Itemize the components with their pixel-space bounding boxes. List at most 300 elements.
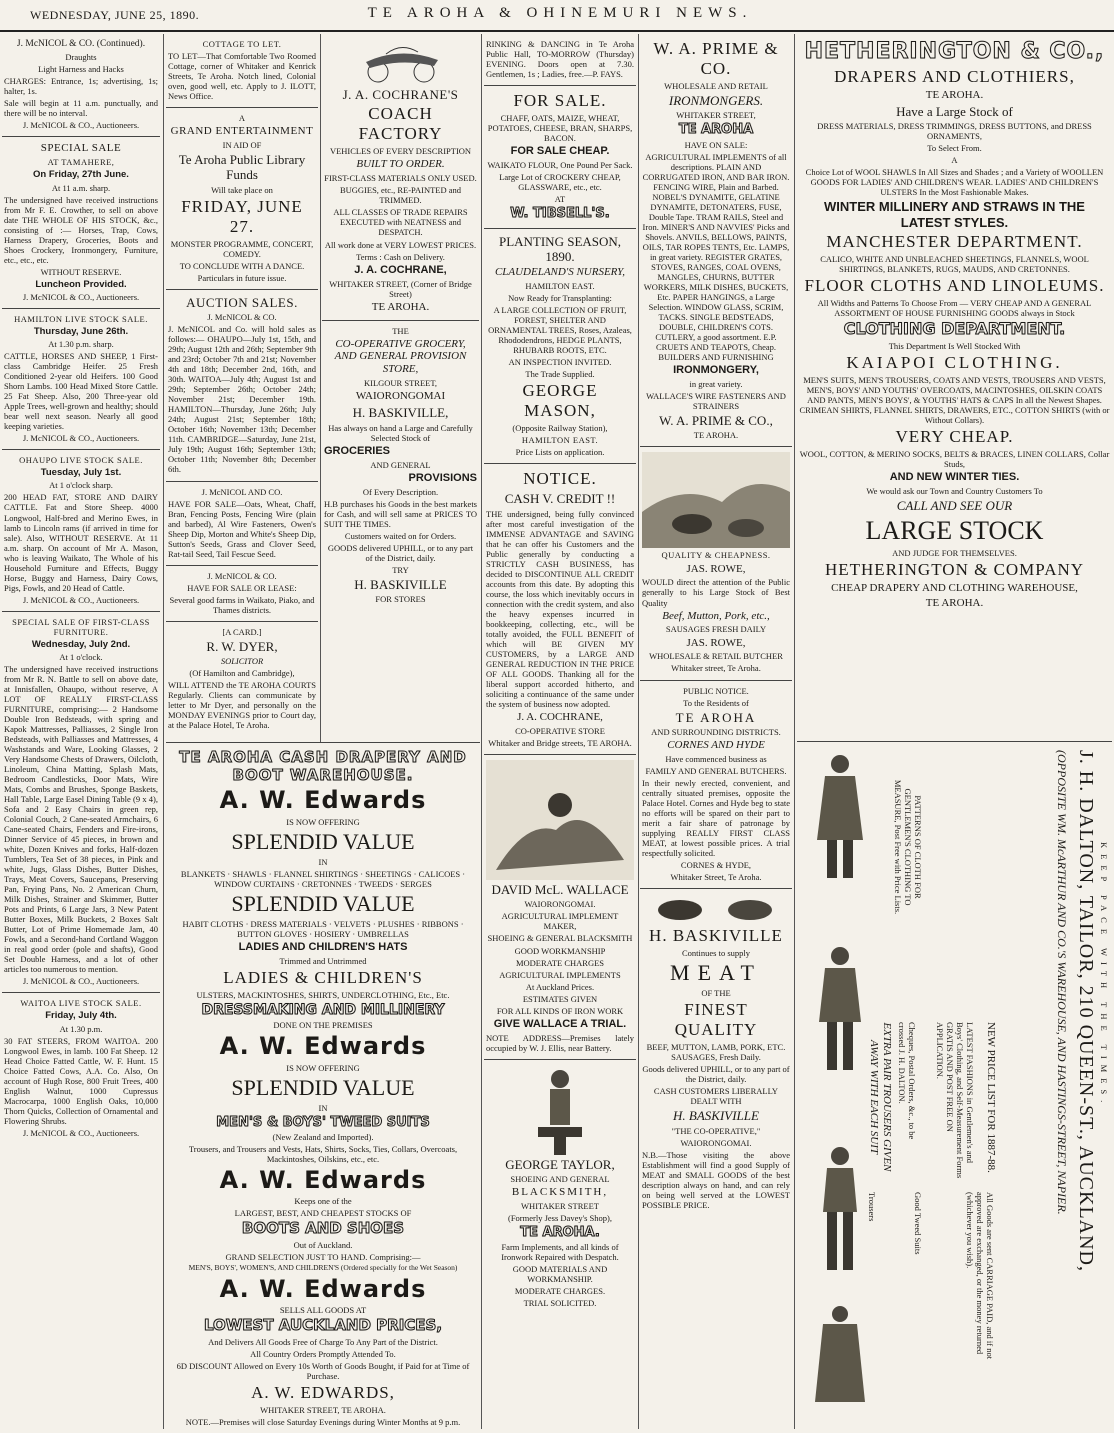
blacksmith-figure-illustration <box>530 1065 590 1155</box>
column-rule <box>481 34 482 1429</box>
ad-line: Farm Implements, and all kinds of Ironwork Repaired with Despatch. <box>501 1242 619 1263</box>
ad-town: WAIORONGOMAI. <box>524 899 596 910</box>
ad-heading: COTTAGE TO LET. <box>202 39 282 49</box>
ad-line: 6D DISCOUNT Allowed on Every 10s Worth of Goods Bought, if Paid for at Time of Purchase. <box>176 1360 470 1381</box>
ad-body: All Widths and Patterns To Choose From — VERY CHEAP AND A GENERAL ASSORTMENT OF HOUSE FURNISHING GOODS always in Stock <box>817 298 1092 319</box>
auction-sales-ad <box>166 290 318 482</box>
ad-body: THE undersigned, being fully convinced after most careful investigation of the IMMENSE ADVANTAGE and SAVING that he can offer his Customers and the Public generally by conducting a STRICTLY CASH BUSINESS, has decided to DISCONTINUE ALL CREDIT accounts from this date. By adopting this course, the loss which inevitably occurs in connection with the credit system, and also the heavy expenses incurred in bookkeeping, collecting, etc., will be totally avoided, the FULL BENEFIT of which will BE GIVEN MY CUSTOMERS, by a LARGE AND GENERAL REDUCTION IN THE PRICE OF ALL GOODS. Thanking all for the liberal support accorded hitherto, and soliciting a continuance of the same under the system of business now adopted. <box>486 508 634 710</box>
ad-line: (Formerly Jess Davey's Shop), <box>508 1212 612 1223</box>
ad-heading: GIVE WALLACE A TRIAL. <box>493 1017 627 1030</box>
frock-coat-figure-illustration <box>805 750 875 880</box>
ad-town: TE AROHA <box>675 709 757 725</box>
ad-line: THE <box>392 325 409 336</box>
ad-town: TE AROHA. <box>925 597 984 610</box>
ad-line: WITHOUT RESERVE. <box>40 266 122 277</box>
ad-line: TRY <box>392 564 409 575</box>
ad-date: Wednesday, July 2nd. <box>31 638 131 650</box>
merchant-name: A. W. Edwards <box>219 1165 427 1194</box>
merchant-name: A. W. Edwards <box>219 786 427 815</box>
ad-signature: J. A. COCHRANE, <box>517 711 603 724</box>
ad-body: In their newly erected, convenient, and centrally situated premises, opposite the Palace Hotel. Cornes and Hyde beg to state no efforts will be spared on their part to merit a fair share of patronage by supplying REALLY FIRST CLASS MEAT, at lowest possible prices. A trial respectfully solicited. <box>642 777 790 858</box>
ad-time: At 1 o'clock sharp. <box>49 480 113 491</box>
auctioneer-signature: J. McNICOL & CO., Auctioneers. <box>22 594 140 605</box>
ad-line: Keeps one of the <box>294 1196 352 1207</box>
ad-line: Customers waited on for Orders. <box>344 530 457 541</box>
ad-body: J. McNICOL and Co. will hold sales as follows:— OHAUPO—July 1st, 15th, and 29th; August 12th and 26th; September 9th and 23rd; October 7th and 21st; November 4th and 18th; December 2nd, 16th, and 30th. WAITOA—July 4th; August 1st and 29th; September 26th; October 24th; November 21st; December 19th. HAMILTON—Thursday, June 26th; July 24th; August 21st; September 18th; October 16th; November 13th; December 11th. CAMBRIDGE—Saturday, June 21st, July 19th; August 16th; September 13th; October 11th; November 8th; December 6th. <box>168 324 316 475</box>
prime-ironmongers-ad <box>640 34 792 447</box>
ad-line: (Of Hamilton and Cambridge), <box>189 668 295 679</box>
ad-line: At Auckland Prices. <box>525 981 595 992</box>
ad-body: Has always on hand a Large and Carefully Selected Stock of <box>328 422 473 443</box>
ad-town: TE AROHA. <box>520 1224 600 1240</box>
ad-heading: CASH V. CREDIT !! <box>504 491 616 507</box>
ad-signature: H. BASKIVILLE <box>673 1108 759 1124</box>
ad-body: DRESS MATERIALS, DRESS TRIMMINGS, DRESS BUTTONS, and DRESS ORNAMENTS, <box>817 121 1092 142</box>
entertainment-ad <box>166 108 318 290</box>
ad-body: CALICO, WHITE AND UNBLEACHED SHEETINGS, FLANNELS, WOOL SHIRTINGS, BLANKETS, RUGS, MAUDS, AND CRETONNES. <box>820 254 1089 275</box>
ad-line: WALLACE'S WIRE FASTENERS AND STRAINERS <box>646 391 786 412</box>
ad-heading: J. McNICOL & CO. <box>207 570 277 581</box>
ad-body: Trousers, and Trousers and Vests, Hats, Shirts, Socks, Ties, Collars, Overcoats, Mackintoshes, Oilskins, etc., etc. <box>188 1143 458 1164</box>
ad-heading: CLOTHING DEPARTMENT. <box>843 319 1066 339</box>
mcnicol-continued-ad <box>2 34 160 137</box>
ad-line: SHOEING & GENERAL BLACKSMITH <box>487 933 633 944</box>
ad-subheading: (OPPOSITE WM. McARTHUR AND CO.'S WAREHOUSE, AND HASTINGS-STREET, NAPIER. <box>1055 750 1069 1215</box>
ohaupo-sale-ad <box>2 450 160 611</box>
ad-line: IS NOW OFFERING <box>286 1062 360 1073</box>
waitoa-sale-ad <box>2 993 160 1143</box>
ad-line: A <box>238 113 246 124</box>
ad-line: WHITAKER STREET <box>521 1200 599 1211</box>
merchant-name: A. W. Edwards <box>219 1274 427 1303</box>
ad-town: WAIORONGOMAI. <box>680 1137 752 1148</box>
ad-heading: PUBLIC NOTICE. <box>683 685 749 696</box>
ad-line: Out of Auckland. <box>293 1239 353 1250</box>
ad-address: Whitaker Street, Te Aroha. <box>670 872 762 883</box>
ad-body: MEN'S SUITS, MEN'S TROUSERS, COATS AND VESTS, TROUSERS AND VESTS, MEN'S, BOYS' AND YOUTHS' OVERCOATS, MACINTOSHES, OILSKIN COATS AND PANTS, MEN'S BOYS', & YOUTHS' HATS & CAPS In all the Newest Shapes. CRIMEAN SHIRTS, FLANNEL SHIRTS, DRAWERS, ETC., COTTON SHIRTS (with or Without Collars). <box>799 375 1110 426</box>
ad-line: GRAND SELECTION JUST TO HAND. Comprising:— <box>225 1251 421 1262</box>
taylor-ad <box>484 1060 636 1315</box>
ad-line: Large Lot of CROCKERY CHEAP, GLASSWARE, etc., etc. <box>499 172 621 193</box>
ad-line: Cheques, Postal Orders, &c., to be crossed J. H. DALTON. <box>896 1022 917 1140</box>
ad-heading: DAVID McL. WALLACE <box>491 882 629 898</box>
ad-heading: J. McNICOL AND CO. <box>201 486 283 497</box>
ad-heading: HETHERINGTON & CO., <box>804 39 1105 64</box>
ad-heading: CORNES AND HYDE <box>667 738 765 751</box>
ad-heading: LOWEST AUCKLAND PRICES, <box>203 1316 443 1335</box>
ad-line: ALL CLASSES OF TRADE REPAIRS EXECUTED with NEATNESS and DESPATCH. <box>333 207 468 238</box>
ad-heading: MEAT <box>670 960 762 986</box>
ad-body: AGRICULTURAL IMPLEMENTS of all descriptions. PLAIN AND CORRUGATED IRON, AND BAR IRON. FENCING WIRE, Plain and Barbed. NOBEL'S DYNAMITE, GELATINE DYNAMITE, DETONATERS, FUSE, Double Tape. TRAM RAILS, Steel and Iron. MINER'S AND NAVVIES' Picks and Shovels. ANVILS, BELLOWS, PAINTS, OILS, TAR ROPES TENTS, Etc. LAMPS, in great variety. REGISTER GRATES, STOVES, RANGES, COAL OVENS, MANGLES, CHURNS, BUTTER WORKERS, MILK DISHES, BUCKETS, Etc. PAPER HANGINGS, a Large Selection. WINDOW GLASS, SCRIM, TACKS. SINGLE BEDSTEADS, DOUBLE, CHILDREN'S COTS. CUTLERY, a good assortment. E.P. CRUETS AND TEAPOTS, Cheap. BUILDERS AND FURNISHING <box>642 151 790 363</box>
ad-line: TRIAL SOLICITED. <box>523 1298 597 1309</box>
ad-heading: LARGE STOCK <box>865 515 1044 545</box>
ad-town: WAIORONGOMAI <box>355 390 446 403</box>
ad-heading: W. A. PRIME & CO. <box>653 39 779 79</box>
ad-subheading: SOLICITOR <box>220 656 264 667</box>
ad-body: WILL ATTEND the TE AROHA COURTS Regularly. Clients can communicate by letter to Mr Dyer, and personally on the MONDAY EVENINGS prior to Court day, at the Palace Hotel, Te Aroha. <box>168 680 316 731</box>
ad-line: OF THE <box>701 988 731 999</box>
ad-signature: H. BASKIVILLE <box>354 576 447 592</box>
ad-town: TE AROHA. <box>925 89 984 101</box>
ad-heading: MANCHESTER DEPARTMENT. <box>826 232 1083 252</box>
ad-heading: CO-OPERATIVE GROCERY, AND GENERAL PROVISION STORE, <box>334 337 467 376</box>
rinking-notice <box>484 34 636 86</box>
ad-line: "THE CO-OPERATIVE," <box>671 1125 761 1136</box>
ad-line: And Delivers All Goods Free of Charge To Any Part of the District. <box>208 1336 438 1347</box>
morning-coat-figure-illustration <box>805 942 875 1072</box>
ad-line: Light Harness and Hacks <box>38 64 124 75</box>
cash-credit-notice <box>484 464 636 755</box>
furniture-sale-ad <box>2 612 160 994</box>
ad-subheading: Te Aroha Public Library Funds <box>178 152 306 183</box>
ad-line: A <box>951 155 958 166</box>
ad-banner: TE AROHA CASH DRAPERY AND BOOT WAREHOUSE. <box>179 748 467 784</box>
ad-body: CHAFF, OATS, MAIZE, WHEAT, POTATOES, CHEESE, BRAN, SHARPS, BACON. <box>487 113 633 144</box>
ad-signature: CORNES & HYDE, <box>680 860 752 870</box>
ad-line: Continues to supply <box>681 948 750 959</box>
column-5 <box>640 34 792 1429</box>
ad-line: Price Lists on application. <box>515 447 605 458</box>
ad-line: GOOD MATERIALS AND WORKMANSHIP. <box>512 1264 608 1285</box>
hamilton-sale-ad <box>2 309 160 450</box>
auctioneer-signature: J. McNICOL & CO., Auctioneers. <box>22 433 140 444</box>
ad-line: CO-OPERATIVE STORE <box>515 726 605 737</box>
ad-line: CHEAP DRAPERY AND CLOTHING WAREHOUSE, <box>831 582 1078 595</box>
ad-time: At 1.30 p.m. <box>59 1023 103 1034</box>
ad-address: WHITAKER STREET, <box>676 110 756 121</box>
ad-subheading: J. McNICOL & CO. <box>207 312 277 323</box>
ad-heading: AND NEW WINTER TIES. <box>889 471 1020 484</box>
ad-date: On Friday, 27th June. <box>33 169 129 181</box>
ad-heading: DRESSMAKING AND MILLINERY <box>201 1001 445 1018</box>
ad-line: IS NOW OFFERING <box>286 816 360 827</box>
ad-line: This Department Is Well Stocked With <box>888 341 1021 352</box>
ad-line: FAMILY AND GENERAL BUTCHERS. <box>645 765 787 776</box>
ad-line: BUGGIES, etc., RE-PAINTED and TRIMMED. <box>339 185 462 206</box>
ad-signature: H. BASKIVILLE, <box>352 405 449 421</box>
ad-note: NOTE ADDRESS—Premises lately occupied by W. J. Ellis, near Battery. <box>486 1032 634 1053</box>
edwards-drapery-ad <box>166 742 480 1432</box>
ad-town: HAMILTON EAST. <box>521 435 599 446</box>
ad-heading: IRONMONGERS. <box>668 93 764 109</box>
ad-line: KEEP PACE WITH THE TIMES. <box>1099 842 1109 1109</box>
cooperative-store-ad <box>322 321 479 611</box>
ad-heading: CLAUDELAND'S NURSERY, <box>494 266 626 279</box>
dalton-tailor-ad <box>797 742 1112 1422</box>
ad-line: AT <box>554 194 566 205</box>
ad-line: FOR ALL KINDS OF IRON WORK <box>496 1005 624 1016</box>
overcoat-figure-illustration <box>805 1302 875 1412</box>
ad-line: FOR STORES <box>375 594 426 605</box>
ad-heading: LADIES AND CHILDREN'S HATS <box>238 940 408 953</box>
ad-heading: R. W. DYER, <box>206 638 278 654</box>
ad-line: Have commenced business as <box>665 753 767 764</box>
ad-body: BEEF, MUTTON, LAMB, PORK, ETC. SAUSAGES, Fresh Daily. <box>646 1042 786 1063</box>
ad-line: Beef, Mutton, Pork, etc., <box>662 609 770 622</box>
rowe-butcher-ad <box>640 447 792 680</box>
column-rule <box>794 34 795 1429</box>
column-rule <box>638 34 639 1429</box>
ad-heading: FINEST QUALITY <box>674 1000 758 1040</box>
ad-line: GOODS delivered UPHILL, or to any part of the District, daily. <box>327 542 474 563</box>
ad-heading: WINTER MILLINERY AND STRAWS IN THE LATEST STYLES. <box>824 199 1085 230</box>
column-rule <box>163 34 164 1429</box>
livestock-illustration <box>646 894 786 924</box>
auctioneer-signature: J. McNICOL & CO., Auctioneers. <box>22 976 140 987</box>
ad-heading: H. BASKIVILLE <box>649 926 783 946</box>
ad-address: (Opposite Railway Station), <box>512 423 608 434</box>
ad-town: TE AROHA. <box>693 430 739 441</box>
ad-line: Trousers <box>867 1192 877 1222</box>
ad-line: SHOEING AND GENERAL <box>510 1173 610 1184</box>
coach-factory-ad <box>322 34 479 321</box>
ad-address: Whitaker street, Te Aroha. <box>671 663 761 674</box>
ad-line: AND GENERAL <box>370 459 431 470</box>
ad-line: DONE ON THE PREMISES <box>273 1020 373 1031</box>
ad-line: Of Every Description. <box>362 486 439 497</box>
ad-note: N.B.—Those visiting the above Establishment will find a good Supply of MEAT and SMALL GOODS of the best description always on hand, and can rely on being well served at the LOWEST POSSIBLE PRICE. <box>642 1149 790 1210</box>
ad-line: IN <box>318 856 328 867</box>
issue-date: WEDNESDAY, JUNE 25, 1890. <box>30 8 200 22</box>
ad-heading: GEORGE TAYLOR, <box>505 1156 615 1172</box>
ad-heading: FOR SALE CHEAP. <box>510 145 610 158</box>
ad-body: RINKING & DANCING in Te Aroha Public Hall, TO-MORROW (Thursday) EVENING. Doors open at 7.30. Gentlemen, 1s ; Ladies, free.—P. FAYS. <box>486 39 634 80</box>
ad-heading: HAMILTON LIVE STOCK SALE. <box>14 313 148 324</box>
ad-line: HAVE ON SALE: <box>684 139 748 150</box>
ad-line: WHOLESALE & RETAIL BUTCHER <box>649 651 783 662</box>
auctioneer-signature: J. McNICOL & CO., Auctioneers. <box>22 1127 140 1138</box>
ad-address: Whitaker and Bridge streets, TE AROHA. <box>488 738 632 749</box>
column-rule <box>320 34 321 742</box>
ad-signature: J. A. COCHRANE, <box>354 263 447 276</box>
ad-line: CASH CUSTOMERS LIBERALLY DEALT WITH <box>653 1086 779 1107</box>
ad-line: PROVISIONS <box>408 471 477 484</box>
continued-heading: J. McNICOL & CO. (Continued). <box>16 39 146 49</box>
ad-line: IN <box>318 1102 328 1113</box>
ad-heading: CALL AND SEE OUR <box>896 498 1013 514</box>
ad-line: MONSTER PROGRAMME, CONCERT, COMEDY. <box>170 238 314 259</box>
ad-town: TE AROHA <box>678 122 754 138</box>
ad-heading: PLANTING SEASON, 1890. <box>498 233 622 264</box>
ad-heading: SPECIAL SALE <box>40 142 122 155</box>
carriage-illustration <box>356 40 446 84</box>
ad-signature: W. TIBSELL'S. <box>510 206 610 222</box>
auctioneer-signature: J. McNICOL & CO., Auctioneers. <box>22 120 140 131</box>
ad-heading: SPECIAL SALE OF FIRST-CLASS FURNITURE. <box>12 616 150 637</box>
ad-heading: GRAND ENTERTAINMENT <box>170 125 314 138</box>
ad-body: Choice Lot of WOOL SHAWLS In All Sizes and Shades ; and a Variety of WOOLLEN GOODS FOR LADIES' AND CHILDREN'S WEAR. LADIES' AND CHILDREN'S ULSTERS In the Most Fashionable Makes. <box>805 167 1104 198</box>
ad-line: AND JUDGE FOR THEMSELVES. <box>892 548 1017 559</box>
ad-line: Will take place on <box>211 184 273 195</box>
ad-line: [A CARD.] <box>222 626 262 637</box>
ad-line: SAUSAGES FRESH DAILY <box>665 624 767 635</box>
ad-body: Several good farms in Waikato, Piako, and Thames districts. <box>169 594 315 615</box>
ad-time: At 11 a.m. sharp. <box>51 182 111 193</box>
ad-line: All work done at VERY LOWEST PRICES. <box>324 239 477 250</box>
ad-line: Goods delivered UPHILL, or to any part of the District, daily. <box>642 1064 790 1085</box>
ad-line: FIRST-CLASS MATERIALS ONLY USED. <box>324 173 477 184</box>
ad-body: TO LET—That Comfortable Two Roomed Cottage, corner of Whitaker and Kenrick Streets, Te Aroha. Notch lined, Colonial oven, good well, etc. Apply to J. ILOTT, News Office. <box>168 51 316 102</box>
ad-line: VEHICLES OF EVERY DESCRIPTION <box>329 146 472 157</box>
ad-time: At 1.30 p.m. sharp. <box>48 339 114 350</box>
column-4 <box>484 34 636 1429</box>
baskiville-meat-ad <box>640 889 792 1216</box>
cattle-landscape-illustration <box>642 452 790 548</box>
ad-subheading: AT TAMAHERE, <box>47 157 115 168</box>
ad-heading: WAITOA LIVE STOCK SALE. <box>20 998 142 1009</box>
ad-heading: J. H. DALTON, TAILOR, 210 QUEEN-ST., AUCKLAND, <box>1075 750 1097 1272</box>
ad-signature: JAS. ROWE, <box>686 636 746 649</box>
ad-body: A LARGE COLLECTION OF FRUIT, FOREST, SHELTER AND ORNAMENTAL TREES, Roses, Azaleas, Rhododendrons, HEDGE PLANTS, RHUBARB ROOTS, ETC. <box>488 305 632 356</box>
ad-body: The undersigned have received instructions from Mr F. E. Crowther, to sell on above date THE WHOLE OF HIS STOCK, &c., consisting of :— Horses, Trap, Cows, Harness Drapery, Groceries, Boots and Shoes Crockery, Ironmongery, Furniture, etc., etc., etc. <box>4 194 158 265</box>
ad-line: (New Zealand and Imported). <box>272 1131 374 1142</box>
ad-body: 200 HEAD FAT, STORE AND DAIRY CATTLE. Fat and Store Sheep. 4000 Longwool, Half-bred and Merino Ewes, in lamb to Lincoln rams (if arrived in time for sale). Also, WITHOUT RESERVE. At 11 a.m. sharp. On account of Mr A. Mason, who is leaving Waikato, The Whole of his Household Furniture and Effects, Buggy Horse, Buggy and Harness, Dairy Cows, Pigs, Fowls, and 20 Head of Cattle. <box>4 492 158 593</box>
ad-signature: GEORGE MASON, <box>522 381 598 421</box>
tibsell-forsale-ad <box>484 86 636 228</box>
ad-address: WHITAKER STREET, TE AROHA. <box>260 1404 386 1415</box>
ad-subheading: HAVE FOR SALE OR LEASE: <box>187 582 297 593</box>
ad-heading: QUALITY & CHEAPNESS. <box>661 550 771 561</box>
wallace-ad <box>484 755 636 1059</box>
ad-heading: LADIES & CHILDREN'S <box>223 967 423 987</box>
ad-address: WHITAKER STREET, (Corner of Bridge Street) <box>329 278 472 299</box>
masthead <box>0 0 1114 32</box>
ad-body: Sale will begin at 11 a.m. punctually, and there will be no interval. <box>4 98 158 119</box>
ad-body: PATTERNS OF CLOTH FOR GENTLEMEN'S CLOTHING TO MEASURE, Post Free with Price Lists. <box>892 779 923 915</box>
ad-line: GROCERIES <box>324 444 391 457</box>
ad-line: MODERATE CHARGES <box>515 957 605 968</box>
ad-signature: A. W. EDWARDS, <box>251 1382 395 1402</box>
ad-body: HABIT CLOTHS · DRESS MATERIALS · VELVETS · PLUSHES · RIBBONS · BUTTON GLOVES · HOSIERY · UMBRELLAS <box>182 918 464 939</box>
column-2 <box>166 34 318 740</box>
ad-line: AGRICULTURAL IMPLEMENT MAKER, <box>501 911 619 932</box>
blacksmith-illustration <box>486 760 634 880</box>
ad-line: SELLS ALL GOODS AT <box>279 1305 367 1316</box>
ad-line: BLACKSMITH, <box>511 1185 609 1198</box>
ad-body: WOOL, COTTON, & MERINO SOCKS, BELTS & BRACES, LINEN COLLARS, Collar Studs, <box>799 449 1110 470</box>
ad-line: HAMILTON EAST. <box>525 281 595 292</box>
ad-address: KILGOUR STREET, <box>363 378 438 389</box>
nursery-ad <box>484 229 636 465</box>
column-3 <box>322 34 479 740</box>
ad-line: ESTIMATES GIVEN <box>522 993 598 1004</box>
ad-body: BLANKETS · SHAWLS · FLANNEL SHIRTINGS · SHEETINGS · CALICOES · WINDOW CURTAINS · CRETONNES · TWEEDS · SERGES <box>180 868 466 889</box>
ad-line: GOOD WORKMANSHIP <box>514 945 606 956</box>
ad-line: WAIKATO FLOUR, One Pound Per Sack. <box>487 160 633 171</box>
ad-town: TE AROHA. <box>371 300 430 313</box>
ad-heading: AUCTION SALES. <box>186 294 298 310</box>
ad-date: Tuesday, July 1st. <box>40 467 122 479</box>
ad-subheading: DRAPERS AND CLOTHIERS, <box>834 66 1075 86</box>
ad-heading: JAS. ROWE, <box>686 562 746 575</box>
ad-heading: SPLENDID VALUE <box>231 828 415 854</box>
dyer-card-ad <box>166 622 318 736</box>
ad-line: AND SURROUNDING DISTRICTS. <box>651 726 781 737</box>
ad-line: AGRICULTURAL IMPLEMENTS <box>499 969 621 980</box>
ad-signature: W. A. PRIME & CO., <box>659 413 773 429</box>
ad-heading: VERY CHEAP. <box>895 427 1014 447</box>
ad-heading: OHAUPO LIVE STOCK SALE. <box>19 455 143 466</box>
ad-line: Luncheon Provided. <box>35 278 127 290</box>
ad-line: AN INSPECTION INVITED. <box>508 357 612 368</box>
ad-body: CHARGES: Entrance, 1s; advertising, 1s; halter, 1s. <box>4 76 158 97</box>
ad-line: To Select From. <box>927 143 982 154</box>
mcnicol-forsale-ad <box>166 482 318 566</box>
ad-note: NOTE.—Premises will close Saturday Evenings during Winter Months at 9 p.m. <box>185 1416 461 1427</box>
ad-heading: COACH FACTORY <box>358 104 443 144</box>
ad-line: ULSTERS, MACKINTOSHES, SHIRTS, UNDERCLOTHING, Etc., Etc. <box>196 989 450 1000</box>
merchant-name: A. W. Edwards <box>219 1032 427 1061</box>
ad-line: BUILT TO ORDER. <box>356 158 445 171</box>
ad-body: The undersigned have received instructions from Mr R. N. Battle to sell on above date, at Innisfallen, Ohaupo, without reserve, A LOT OF REALLY FIRST-CLASS FURNITURE, comprising:— 2 Handsome Double Iron Bedsteads, with spring and Kapok Mattresses, Palliasses, 2 Single Iron Bedsteads, with Palliasses and Mattresses, 4 Washstands and Ware, Looking Glasses, 2 Very Handsome Chests of Drawers, Oilcloth, Linoleum, China Matting, Splash Mats, Bedroom Candlesticks, Door Mats, Wire Mats, Combs and Brushes, Sponge Baskets, Hall Table, Large Easel Dining Table (9 x 4), Sofa and 2 Easy Chairs in green rep, Colonial Couch, 2 Cane-seated Armchairs, 6 Cane-seated Chairs, Fenders and Fire-irons, Dinner Service of 45 pieces, in brown and white, Dozen Knives and forks, Half-dozen Tumblers, Tea Set of 38 pieces, in Pink and white, Jugs, Glass Dishes, Butter Dishes, Trays, Meat Covers, Saucepans, Preserving Pan, Frying Pans, No. 2 American Churn, Milk Dishes, Strainer and Skimmer, Butter Pots and Prints, 6 Large Jars, 3 New Patent Butter Boxes, Milk Buckets, 2 Boxes Salt Butter, Lot of Prime Homemade Jam, 40 Fowls, and a Second-hand Cortland Waggon in real good order (pole and shafts), Good Set Double Harness, and a lot of other articles too numerous to mention. <box>4 663 158 975</box>
ad-line: MEN'S, BOYS', WOMEN'S, AND CHILDREN'S (Ordered specially for the Wet Season) <box>188 1263 458 1272</box>
ad-body: HAVE FOR SALE—Oats, Wheat, Chaff, Bran, Fencing Posts, Fencing Wire (plain and barbed), Al Wire Fasteners, Owen's Sheep Dip, Morton and White's Sheep Dip, Sutton's Seeds, Grass and Clover Seed, Rat-tail Seed, Tail Fescue Seed. <box>168 498 316 559</box>
ad-line: Particulars in future issue. <box>197 272 287 283</box>
cottage-ad <box>166 34 318 108</box>
column-1 <box>2 34 160 1429</box>
ad-heading: MEN'S & BOYS' TWEED SUITS <box>216 1114 430 1130</box>
ad-line: Have a Large Stock of <box>896 103 1013 119</box>
ad-line: TO CONCLUDE WITH A DANCE. <box>179 260 305 271</box>
ad-line: To the Residents of <box>683 697 749 708</box>
ad-heading: IRONMONGERY, <box>673 364 759 377</box>
sac-coat-figure-illustration <box>805 1142 875 1272</box>
ad-heading: SPLENDID VALUE <box>231 1074 415 1100</box>
ad-signature: HETHERINGTON & COMPANY <box>824 560 1085 580</box>
ad-date: Friday, July 4th. <box>45 1010 117 1022</box>
ad-line: Good Tweed Suits <box>913 1192 923 1255</box>
mcnicol-lease-ad <box>166 566 318 622</box>
ad-heading: FOR SALE. <box>513 91 607 111</box>
ad-heading: KAIAPOI CLOTHING. <box>846 353 1063 373</box>
ad-time: At 1 o'clock. <box>59 651 103 662</box>
ad-heading: J. A. COCHRANE'S <box>342 87 459 102</box>
ad-date: FRIDAY, JUNE 27. <box>181 196 303 236</box>
ad-line: Now Ready for Transplanting: <box>508 293 612 304</box>
newspaper-title: TE AROHA & OHINEMURI NEWS. <box>367 5 753 21</box>
ad-line: Terms : Cash on Delivery. <box>356 251 445 262</box>
cornes-hyde-notice <box>640 681 792 890</box>
column-6 <box>797 34 1112 1429</box>
hetherington-ad <box>797 34 1112 742</box>
ad-body: LATEST FASHIONS in Gentlemen's and Boys' Clothing, and Self-Measurement Forms GRATIS AND POST FREE ON APPLICATION. <box>934 1022 975 1179</box>
ad-heading: EXTRA PAIR TROUSERS GIVEN AWAY WITH EACH SUIT <box>868 1022 893 1172</box>
ad-line: LARGEST, BEST, AND CHEAPEST STOCKS OF <box>234 1208 412 1219</box>
ad-heading: BOOTS AND SHOES <box>241 1219 405 1238</box>
ad-heading: FLOOR CLOTHS AND LINOLEUMS. <box>804 276 1105 296</box>
ad-line: The Trade Supplied. <box>525 369 595 380</box>
ad-line: MODERATE CHARGES. <box>514 1286 606 1297</box>
ad-heading: NOTICE. <box>523 469 597 489</box>
ad-line: All Country Orders Promptly Attended To. <box>250 1348 396 1359</box>
ad-body: All Goods are sent CARRIAGE PAID, and if not approved are exchanged, or the money returned (whichever you wish). <box>964 1192 995 1360</box>
ad-line: IN AID OF <box>222 140 262 151</box>
ad-heading: SPLENDID VALUE <box>231 890 415 916</box>
ad-line: in great variety. <box>689 379 743 390</box>
ad-line: Draughts <box>65 52 97 63</box>
ad-body: H.B purchases his Goods in the best markets for Cash, and will sell same at PRICES TO SUIT THE TIMES. <box>324 498 477 529</box>
ad-line: We would ask our Town and Country Customers To <box>866 486 1043 497</box>
ad-date: Thursday, June 26th. <box>33 325 129 337</box>
ad-body: 30 FAT STEERS, FROM WAITOA. 200 Longwool Ewes, in lamb. 100 Fat Sheep. 12 Head Choice Fatted Cattle, W. F. Hunt. 15 Choice Fatted Cows, A.A. Co. Also, On account of Hugh Rose, 800 Fruit Trees, 400 English Walnut, 1000 Cupressus Macrocarpa, 1000 English Oaks, 10,000 Thorn Quicks, Collection of Ornamental and Flowering Shrubs. <box>4 1035 158 1126</box>
ad-line: WHOLESALE AND RETAIL <box>664 81 768 92</box>
ad-body: CATTLE, HORSES AND SHEEP, 1 First-class Cambridge Heifer. 25 Fresh Conditioned 2-year old Heifers. 100 Good Shorn Lambs. 100 Head Mixed Store Cattle. 25 Fat Sheep. Also, 200 Three-year old Apple Trees, well-grown and healthy; should bear well next season. Nearly all good keeping varieties. <box>4 351 158 432</box>
ad-heading: NEW PRICE LIST FOR 1887-88. <box>985 1022 997 1173</box>
ad-body: WOULD direct the attention of the Public generally to his Large Stock of Best Quality <box>642 577 790 608</box>
auctioneer-signature: J. McNICOL & CO., Auctioneers. <box>22 291 140 302</box>
tamahere-sale-ad <box>2 137 160 309</box>
ad-line: Trimmed and Untrimmed <box>279 955 367 966</box>
